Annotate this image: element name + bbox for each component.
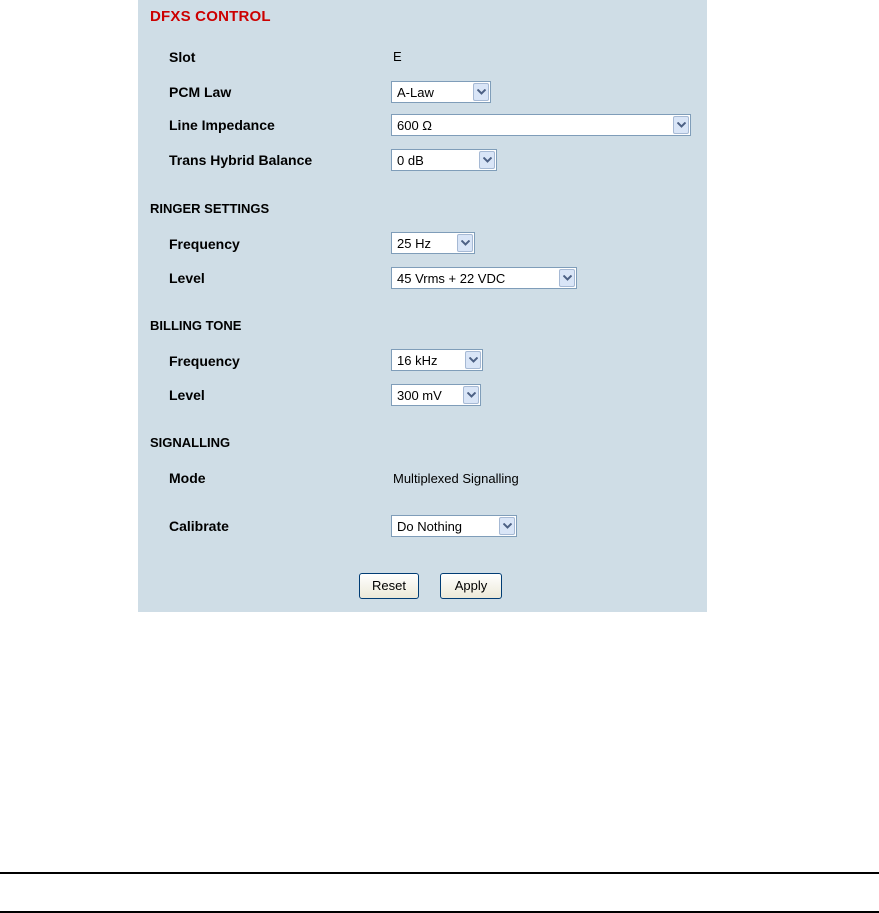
ringer-level-label: Level: [169, 270, 205, 286]
mode-label: Mode: [169, 470, 206, 486]
pcm-law-select[interactable]: [391, 81, 491, 103]
billing-frequency-select[interactable]: [391, 349, 483, 371]
panel-title: DFXS CONTROL: [150, 8, 271, 25]
ringer-frequency-select[interactable]: [391, 232, 475, 254]
calibrate-select[interactable]: [391, 515, 517, 537]
chevron-down-icon[interactable]: [479, 151, 495, 169]
chevron-down-icon[interactable]: [673, 116, 689, 134]
chevron-down-icon[interactable]: [473, 83, 489, 101]
chevron-down-icon[interactable]: [559, 269, 575, 287]
ringer-level-value: 45 Vrms + 22 VDC: [397, 271, 506, 286]
calibrate-label: Calibrate: [169, 518, 229, 534]
billing-tone-heading: BILLING TONE: [150, 318, 242, 333]
line-impedance-value: 600 Ω: [397, 118, 433, 133]
line-impedance-select[interactable]: [391, 114, 691, 136]
apply-button[interactable]: Apply: [440, 573, 502, 599]
chevron-down-icon[interactable]: [457, 234, 473, 252]
ringer-frequency-value: 25 Hz: [397, 236, 431, 251]
trans-hybrid-value: 0 dB: [397, 153, 424, 168]
calibrate-value: Do Nothing: [397, 519, 463, 534]
billing-frequency-label: Frequency: [169, 353, 240, 369]
pcm-law-label: PCM Law: [169, 84, 232, 100]
billing-level-label: Level: [169, 387, 205, 403]
signalling-heading: SIGNALLING: [150, 435, 231, 450]
billing-frequency-value: 16 kHz: [397, 353, 438, 368]
reset-button[interactable]: Reset: [359, 573, 419, 599]
pcm-law-value: A-Law: [397, 85, 434, 100]
ringer-level-select[interactable]: [391, 267, 577, 289]
line-impedance-label: Line Impedance: [169, 117, 275, 133]
chevron-down-icon[interactable]: [499, 517, 515, 535]
dfxs-control-panel: [138, 0, 707, 612]
ringer-settings-heading: RINGER SETTINGS: [150, 201, 270, 216]
mode-value: Multiplexed Signalling: [393, 471, 519, 486]
chevron-down-icon[interactable]: [463, 386, 479, 404]
chevron-down-icon[interactable]: [465, 351, 481, 369]
ringer-frequency-label: Frequency: [169, 236, 240, 252]
slot-label: Slot: [169, 49, 196, 65]
billing-level-value: 300 mV: [397, 388, 442, 403]
divider-line: [0, 872, 879, 874]
trans-hybrid-label: Trans Hybrid Balance: [169, 152, 313, 168]
billing-level-select[interactable]: [391, 384, 481, 406]
trans-hybrid-select[interactable]: [391, 149, 497, 171]
slot-value: E: [393, 49, 402, 64]
